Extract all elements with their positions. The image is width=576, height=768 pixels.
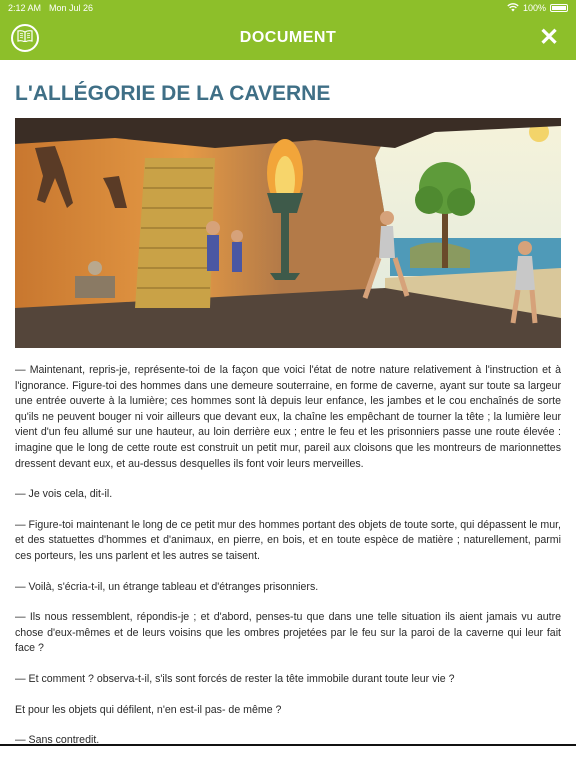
paragraph: — Ils nous ressemblent, répondis-je ; et d'abord, penses-tu que dans une telle situation ils aient jamais vu autre chose d'eux-mêmes et de leurs voisins que les ombres projetées par le feu sur la paroi de la caverne qui leur fait face ? xyxy=(15,611,561,655)
book-open-icon xyxy=(17,29,33,47)
paragraph: — Sans contredit. xyxy=(15,734,100,744)
status-time: 2:12 AM xyxy=(8,3,42,13)
bottom-bar xyxy=(0,744,576,768)
paragraph: — Voilà, s'écria-t-il, un étrange tableau et d'étranges prisonniers. xyxy=(15,580,319,593)
navigation-bar xyxy=(0,16,576,60)
battery-percent: 100% xyxy=(522,3,546,13)
status-bar xyxy=(0,0,576,16)
page-title: DOCUMENT xyxy=(239,29,337,46)
cave-allegory-illustration xyxy=(15,118,561,348)
paragraph: — Je vois cela, dit-il. xyxy=(15,488,113,501)
paragraph: — Maintenant, repris-je, représente-toi de la façon que voici l'état de notre nature relativement à l'instruction et à l'ignorance. Figure-toi des hommes dans une demeure souterraine, en forme de caverne, ayant sur toute sa largeur une entrée ouverte à la lumière; ces hommes sont là depuis leur enfance, les jambes et le cou enchaînés de sorte qu'ils ne peuvent bouger ni voir ailleurs que devant eux, la chaîne les empêchant de tourner la tête ; la lumière leur vient d'un feu allumé sur une hauteur, au loin derrière eux ; entre le feu et les prisonniers passe une route élevée : imagine que le long de cette route est construit un petit mur, pareil aux cloisons que les montreurs de marionnettes dressent devant eux, et au-dessus desquelles ils font voir leurs merveilles. xyxy=(15,364,561,470)
battery-icon xyxy=(550,4,568,12)
close-icon: ✕ xyxy=(538,24,560,51)
paragraph: — Figure-toi maintenant le long de ce petit mur des hommes portant des objets de toute sorte, qui dépassent le mur, et des statuettes d'hommes et d'animaux, en pierre, en bois, et en toute espèce de matière ; naturellement, parmi ces porteurs, les uns parlent et les autres se taisent. xyxy=(15,518,561,562)
close-button[interactable] xyxy=(536,25,562,51)
document-content xyxy=(0,60,576,744)
wifi-icon xyxy=(507,3,519,14)
document-title: L'ALLÉGORIE DE LA CAVERNE xyxy=(15,82,331,105)
paragraph: Et pour les objets qui défilent, n'en est-il pas- de même ? xyxy=(15,703,282,716)
book-button[interactable] xyxy=(11,24,39,52)
paragraph: — Et comment ? observa-t-il, s'ils sont forcés de rester la tête immobile durant toute leur vie ? xyxy=(15,672,455,685)
status-date: Mon Jul 26 xyxy=(49,3,94,13)
document-body xyxy=(15,363,561,744)
